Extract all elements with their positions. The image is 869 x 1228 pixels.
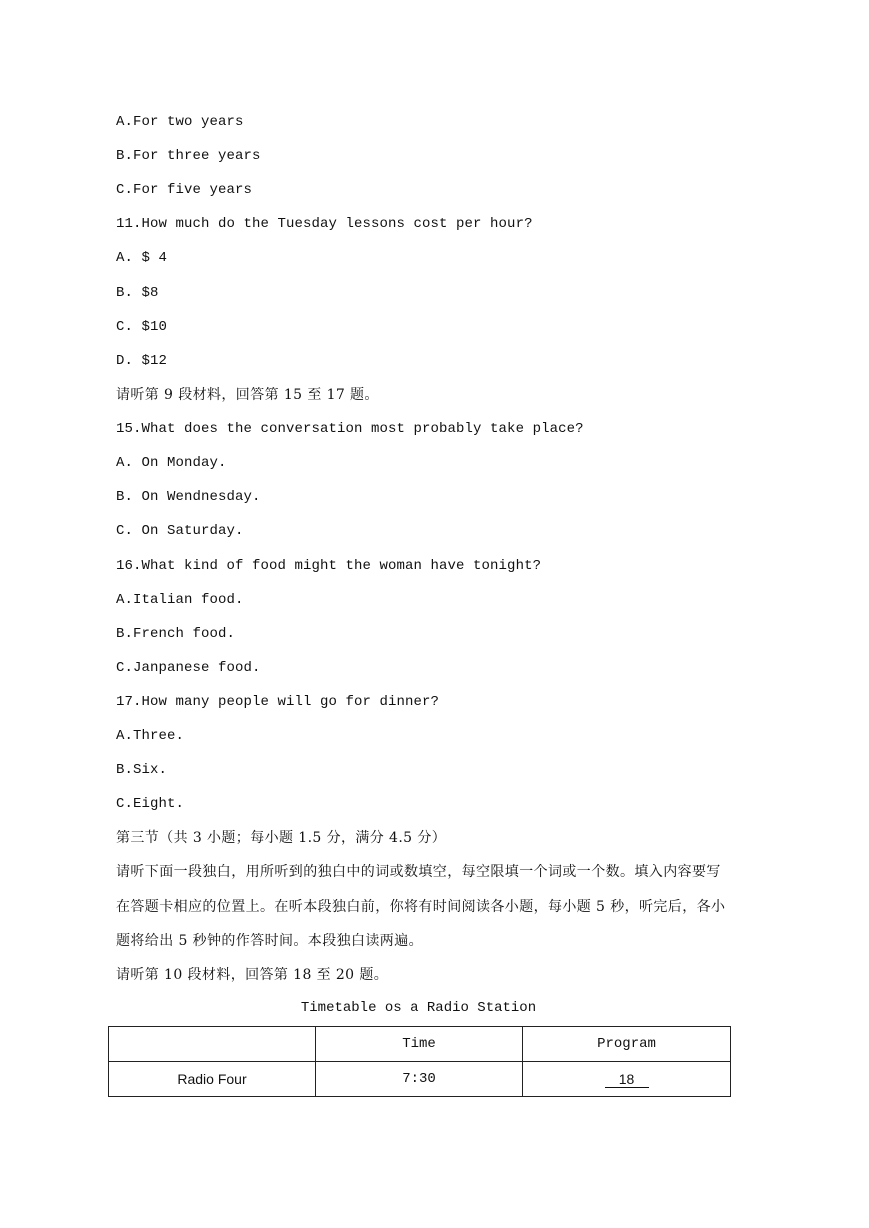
option-a-three: A.Three.	[116, 728, 185, 744]
option-b-six: B.Six.	[116, 762, 168, 778]
monologue-instruction-line-1: 请听下面一段独白，用所听到的独白中的词或数填空，每空限填一个词或一个数。填入内容要写	[116, 864, 721, 880]
option-b-8: B. $8	[116, 285, 159, 301]
header-cell-blank	[109, 1027, 316, 1062]
timetable-header-row	[109, 1027, 731, 1062]
option-a-monday: A. On Monday.	[116, 455, 227, 471]
cell-station: Radio Four	[109, 1062, 316, 1097]
timetable-caption: Timetable os a Radio Station	[300, 1000, 537, 1016]
cell-time: 7:30	[316, 1062, 523, 1097]
option-a-two-years: A.For two years	[116, 114, 244, 130]
header-cell-program: Program	[523, 1027, 731, 1062]
option-c-10: C. $10	[116, 319, 168, 335]
answer-blank-18: 18	[605, 1071, 649, 1088]
question-11: 11.How much do the Tuesday lessons cost per hour?	[116, 216, 533, 232]
option-b-french: B.French food.	[116, 626, 236, 642]
timetable	[108, 1026, 731, 1097]
header-cell-time: Time	[316, 1027, 523, 1062]
option-c-japanese: C.Janpanese food.	[116, 660, 261, 676]
table-row	[109, 1062, 731, 1097]
monologue-instruction-line-2: 在答题卡相应的位置上。在听本段独白前，你将有时间阅读各小题，每小题 5 秒，听完后，各小	[116, 899, 726, 915]
question-17: 17.How many people will go for dinner?	[116, 694, 440, 710]
cell-program	[523, 1062, 731, 1097]
option-b-three-years: B.For three years	[116, 148, 261, 164]
option-c-five-years: C.For five years	[116, 182, 253, 198]
question-15: 15.What does the conversation most probably take place?	[116, 421, 584, 437]
option-c-saturday: C. On Saturday.	[116, 523, 244, 539]
option-c-eight: C.Eight.	[116, 796, 185, 812]
option-d-12: D. $12	[116, 353, 168, 369]
option-a-4: A. $ 4	[116, 250, 168, 266]
section-instruction-9: 请听第 9 段材料，回答第 15 至 17 题。	[116, 387, 379, 403]
option-a-italian: A.Italian food.	[116, 592, 244, 608]
option-b-wednesday: B. On Wendnesday.	[116, 489, 261, 505]
question-16: 16.What kind of food might the woman have tonight?	[116, 558, 542, 574]
monologue-instruction-line-3: 题将给出 5 秒钟的作答时间。本段独白读两遍。	[116, 933, 424, 949]
section-instruction-10: 请听第 10 段材料，回答第 18 至 20 题。	[116, 967, 389, 983]
section-three-heading: 第三节（共 3 小题；每小题 1.5 分，满分 4.5 分）	[116, 830, 447, 846]
